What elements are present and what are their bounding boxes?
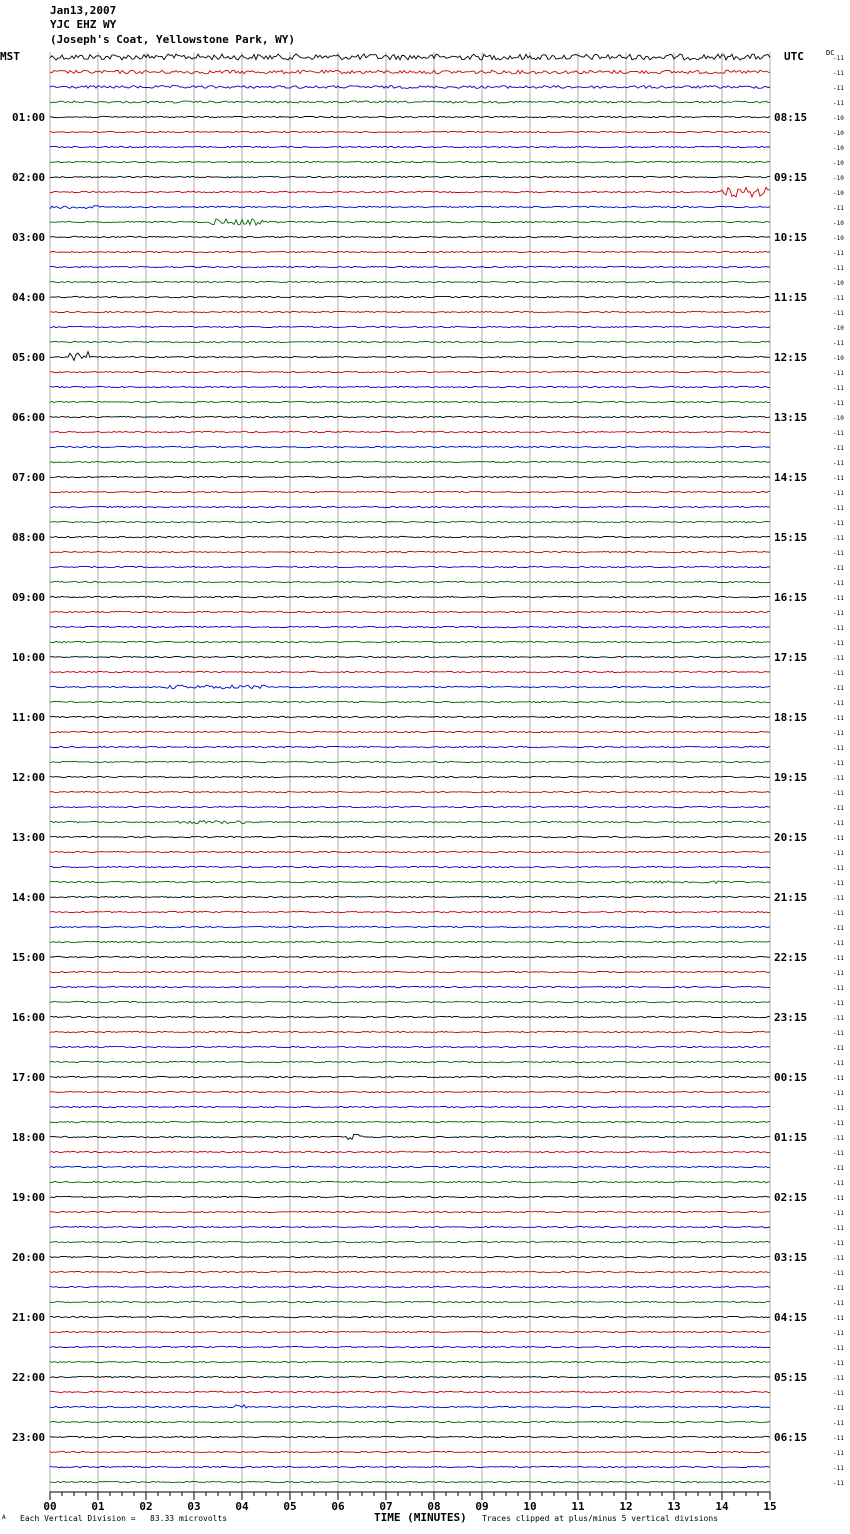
mst-hour-label: 19:00 bbox=[12, 1191, 46, 1204]
seismic-trace bbox=[50, 521, 770, 522]
seismic-trace bbox=[50, 971, 770, 972]
row-offset-label: -11 bbox=[833, 265, 844, 272]
utc-hour-label: 20:15 bbox=[774, 831, 808, 844]
mst-hour-label: 03:00 bbox=[12, 231, 46, 244]
mst-hour-label: 04:00 bbox=[12, 291, 46, 304]
row-offset-label: -11 bbox=[833, 445, 844, 452]
row-offset-label: -11 bbox=[833, 1330, 844, 1337]
x-tick-label: 09 bbox=[475, 1500, 489, 1513]
row-offset-label: -11 bbox=[833, 370, 844, 377]
row-offset-label: -11 bbox=[833, 1060, 844, 1067]
seismic-trace bbox=[50, 611, 770, 612]
row-offset-label: -11 bbox=[833, 940, 844, 947]
row-offset-label: -11 bbox=[833, 925, 844, 932]
seismic-trace bbox=[50, 311, 770, 312]
seismic-trace bbox=[50, 731, 770, 732]
seismic-trace bbox=[50, 54, 770, 60]
seismic-trace bbox=[50, 281, 770, 282]
right-axis-title: UTC bbox=[784, 50, 804, 63]
x-tick-label: 08 bbox=[427, 1500, 441, 1513]
utc-hour-label: 01:15 bbox=[774, 1131, 808, 1144]
row-offset-label: -11 bbox=[833, 805, 844, 812]
row-offset-label: -11 bbox=[833, 580, 844, 587]
seismic-trace bbox=[50, 1301, 770, 1302]
mst-hour-label: 10:00 bbox=[12, 651, 46, 664]
row-offset-label: -11 bbox=[833, 505, 844, 512]
mst-hour-label: 14:00 bbox=[12, 891, 46, 904]
seismic-trace bbox=[50, 911, 770, 912]
seismic-trace bbox=[50, 446, 770, 447]
row-offset-label: -11 bbox=[833, 880, 844, 887]
mst-hour-label: 18:00 bbox=[12, 1131, 46, 1144]
row-offset-label: -11 bbox=[833, 760, 844, 767]
seismic-trace bbox=[50, 1316, 770, 1317]
mst-hour-label: 15:00 bbox=[12, 951, 46, 964]
seismic-trace bbox=[50, 806, 770, 807]
seismic-trace bbox=[50, 161, 770, 162]
seismic-trace bbox=[50, 1405, 770, 1408]
row-offset-label: -11 bbox=[833, 1045, 844, 1052]
seismic-trace bbox=[50, 1151, 770, 1152]
seismic-trace bbox=[50, 1061, 770, 1062]
row-offset-label: -10 bbox=[833, 175, 844, 182]
row-offset-label: -11 bbox=[833, 1000, 844, 1007]
record-date: Jan13,2007 bbox=[50, 4, 117, 17]
row-offset-label: -11 bbox=[833, 1240, 844, 1247]
utc-hour-label: 21:15 bbox=[774, 891, 808, 904]
seismic-trace bbox=[50, 566, 770, 567]
row-offset-label: -11 bbox=[833, 1075, 844, 1082]
row-offset-label: -11 bbox=[833, 850, 844, 857]
seismic-trace bbox=[50, 1001, 770, 1002]
x-tick-label: 12 bbox=[619, 1500, 633, 1513]
row-offset-label: -11 bbox=[833, 730, 844, 737]
utc-hour-label: 17:15 bbox=[774, 651, 808, 664]
row-offset-label: -11 bbox=[833, 895, 844, 902]
row-offset-label: -11 bbox=[833, 100, 844, 107]
seismic-trace bbox=[50, 491, 770, 492]
seismic-trace bbox=[50, 131, 770, 132]
seismic-trace bbox=[50, 401, 770, 402]
seismic-trace bbox=[50, 1256, 770, 1257]
row-offset-label: -11 bbox=[833, 1360, 844, 1367]
row-offset-label: -11 bbox=[833, 970, 844, 977]
utc-hour-label: 00:15 bbox=[774, 1071, 808, 1084]
x-tick-label: 07 bbox=[379, 1500, 393, 1513]
seismic-trace bbox=[50, 866, 770, 867]
row-offset-label: -11 bbox=[833, 400, 844, 407]
row-offset-label: -11 bbox=[833, 865, 844, 872]
row-offset-label: -11 bbox=[833, 1120, 844, 1127]
x-tick-label: 04 bbox=[235, 1500, 249, 1513]
row-offset-label: -10 bbox=[833, 280, 844, 287]
row-offset-label: -11 bbox=[833, 1030, 844, 1037]
seismic-trace bbox=[50, 86, 770, 89]
seismic-trace bbox=[50, 70, 770, 74]
seismic-trace bbox=[50, 1271, 770, 1272]
seismic-trace bbox=[50, 986, 770, 987]
mst-hour-label: 16:00 bbox=[12, 1011, 46, 1024]
row-offset-label: -11 bbox=[833, 1315, 844, 1322]
row-offset-label: -11 bbox=[833, 1015, 844, 1022]
seismic-trace bbox=[50, 101, 770, 103]
row-offset-label: -10 bbox=[833, 115, 844, 122]
station-code: YJC EHZ WY bbox=[50, 18, 117, 31]
utc-hour-label: 06:15 bbox=[774, 1431, 808, 1444]
seismic-trace bbox=[50, 1466, 770, 1467]
row-offset-label: -11 bbox=[833, 475, 844, 482]
row-offset-label: -11 bbox=[833, 1300, 844, 1307]
seismic-trace bbox=[50, 641, 770, 642]
row-offset-label: -11 bbox=[833, 1405, 844, 1412]
mst-hour-label: 07:00 bbox=[12, 471, 46, 484]
utc-hour-label: 09:15 bbox=[774, 171, 808, 184]
row-offset-label: -11 bbox=[833, 1105, 844, 1112]
seismic-trace bbox=[50, 1076, 770, 1077]
mst-hour-label: 13:00 bbox=[12, 831, 46, 844]
utc-hour-label: 22:15 bbox=[774, 951, 808, 964]
row-offset-label: -11 bbox=[833, 1465, 844, 1472]
seismic-trace bbox=[50, 206, 770, 209]
row-offset-label: -11 bbox=[833, 655, 844, 662]
seismic-trace bbox=[50, 761, 770, 762]
row-offset-label: -10 bbox=[833, 415, 844, 422]
seismic-trace bbox=[50, 596, 770, 597]
mst-hour-label: 08:00 bbox=[12, 531, 46, 544]
row-offset-label: -11 bbox=[833, 790, 844, 797]
row-offset-label: -11 bbox=[833, 820, 844, 827]
row-offset-label: -11 bbox=[833, 1435, 844, 1442]
row-offset-label: -11 bbox=[833, 955, 844, 962]
row-offset-label: -11 bbox=[833, 550, 844, 557]
row-offset-label: -10 bbox=[833, 190, 844, 197]
seismic-trace bbox=[50, 851, 770, 852]
row-offset-label: -11 bbox=[833, 205, 844, 212]
row-offset-label: -11 bbox=[833, 610, 844, 617]
station-location: (Joseph's Coat, Yellowstone Park, WY) bbox=[50, 33, 296, 46]
row-offset-label: -11 bbox=[833, 685, 844, 692]
row-offset-label: -11 bbox=[833, 70, 844, 77]
row-offset-label: -11 bbox=[833, 310, 844, 317]
seismic-trace bbox=[50, 836, 770, 837]
row-offset-label: -11 bbox=[833, 1195, 844, 1202]
seismic-trace bbox=[50, 701, 770, 702]
seismic-trace bbox=[50, 791, 770, 792]
row-offset-label: -10 bbox=[833, 160, 844, 167]
row-offset-label: -11 bbox=[833, 85, 844, 92]
x-tick-label: 03 bbox=[187, 1500, 201, 1513]
seismic-trace bbox=[50, 1451, 770, 1452]
row-offset-label: -11 bbox=[833, 1480, 844, 1487]
row-offset-label: -10 bbox=[833, 145, 844, 152]
seismic-trace bbox=[50, 1331, 770, 1332]
row-offset-label: -11 bbox=[833, 595, 844, 602]
seismic-trace bbox=[50, 1481, 770, 1482]
row-offset-label: -11 bbox=[833, 535, 844, 542]
seismic-trace bbox=[50, 416, 770, 417]
seismic-trace bbox=[50, 1421, 770, 1422]
seismic-trace bbox=[50, 1226, 770, 1227]
seismic-trace bbox=[50, 1286, 770, 1287]
clip-note: Traces clipped at plus/minus 5 vertical divisions bbox=[482, 1514, 719, 1523]
mst-hour-label: 11:00 bbox=[12, 711, 46, 724]
utc-hour-label: 10:15 bbox=[774, 231, 808, 244]
seismic-trace bbox=[50, 176, 770, 177]
mst-hour-label: 22:00 bbox=[12, 1371, 46, 1384]
row-offset-label: -11 bbox=[833, 1180, 844, 1187]
x-tick-label: 13 bbox=[667, 1500, 681, 1513]
scale-note: Each Vertical Division = 83.33 microvolts bbox=[20, 1514, 228, 1523]
dc-label: DC bbox=[826, 49, 835, 57]
seismic-trace bbox=[50, 326, 770, 327]
row-offset-label: -11 bbox=[833, 1225, 844, 1232]
row-offset-label: -11 bbox=[833, 55, 844, 62]
mst-hour-label: 17:00 bbox=[12, 1071, 46, 1084]
utc-hour-label: 16:15 bbox=[774, 591, 808, 604]
seismic-trace bbox=[50, 551, 770, 552]
seismic-trace bbox=[50, 461, 770, 462]
seismic-trace bbox=[50, 671, 770, 672]
seismic-trace bbox=[50, 251, 770, 252]
seismic-trace bbox=[50, 1106, 770, 1107]
row-offset-label: -11 bbox=[833, 1210, 844, 1217]
seismic-trace bbox=[50, 236, 770, 237]
row-offset-label: -11 bbox=[833, 1150, 844, 1157]
row-offset-label: -11 bbox=[833, 1270, 844, 1277]
row-offset-label: -11 bbox=[833, 340, 844, 347]
seismic-trace bbox=[50, 341, 770, 342]
seismic-trace bbox=[50, 187, 770, 197]
row-offset-label: -10 bbox=[833, 130, 844, 137]
row-offset-label: -11 bbox=[833, 430, 844, 437]
left-axis-title: MST bbox=[0, 50, 20, 63]
row-offset-label: -11 bbox=[833, 1165, 844, 1172]
row-offset-label: -11 bbox=[833, 700, 844, 707]
mst-hour-label: 12:00 bbox=[12, 771, 46, 784]
row-offset-label: -11 bbox=[833, 520, 844, 527]
mst-hour-label: 21:00 bbox=[12, 1311, 46, 1324]
x-tick-label: 05 bbox=[283, 1500, 297, 1513]
utc-hour-label: 15:15 bbox=[774, 531, 808, 544]
x-tick-label: 11 bbox=[571, 1500, 585, 1513]
row-offset-label: -11 bbox=[833, 1090, 844, 1097]
seismic-trace bbox=[50, 685, 770, 689]
utc-hour-label: 19:15 bbox=[774, 771, 808, 784]
seismic-trace bbox=[50, 1166, 770, 1167]
mst-hour-label: 09:00 bbox=[12, 591, 46, 604]
row-offset-label: -10 bbox=[833, 220, 844, 227]
row-offset-label: -10 bbox=[833, 325, 844, 332]
row-offset-label: -10 bbox=[833, 235, 844, 242]
mst-hour-label: 05:00 bbox=[12, 351, 46, 364]
seismic-trace bbox=[50, 746, 770, 747]
row-offset-label: -11 bbox=[833, 1390, 844, 1397]
x-tick-label: 06 bbox=[331, 1500, 345, 1513]
seismic-trace bbox=[50, 146, 770, 147]
seismic-trace bbox=[50, 1031, 770, 1032]
utc-hour-label: 14:15 bbox=[774, 471, 808, 484]
utc-hour-label: 13:15 bbox=[774, 411, 808, 424]
row-offset-label: -11 bbox=[833, 1345, 844, 1352]
seismic-trace bbox=[50, 506, 770, 507]
utc-hour-label: 08:15 bbox=[774, 111, 808, 124]
row-offset-label: -11 bbox=[833, 1375, 844, 1382]
x-tick-label: 14 bbox=[715, 1500, 729, 1513]
x-tick-label: 00 bbox=[43, 1500, 57, 1513]
seismic-trace bbox=[50, 371, 770, 372]
row-offset-label: -11 bbox=[833, 1420, 844, 1427]
row-offset-label: -11 bbox=[833, 985, 844, 992]
x-axis-label: TIME (MINUTES) bbox=[374, 1511, 467, 1524]
seismic-trace bbox=[50, 926, 770, 927]
utc-hour-label: 11:15 bbox=[774, 291, 808, 304]
seismic-trace bbox=[50, 386, 770, 387]
seismic-trace bbox=[50, 1046, 770, 1047]
x-tick-label: 01 bbox=[91, 1500, 105, 1513]
row-offset-label: -11 bbox=[833, 1450, 844, 1457]
seismic-trace bbox=[50, 820, 770, 823]
seismic-trace bbox=[50, 536, 770, 537]
utc-hour-label: 03:15 bbox=[774, 1251, 808, 1264]
row-offset-label: -11 bbox=[833, 1285, 844, 1292]
seismic-trace bbox=[50, 716, 770, 717]
seismic-trace bbox=[50, 1196, 770, 1197]
row-offset-label: -11 bbox=[833, 490, 844, 497]
seismic-trace bbox=[50, 1241, 770, 1242]
seismic-trace bbox=[50, 431, 770, 432]
seismic-trace bbox=[50, 656, 770, 657]
row-offset-label: -11 bbox=[833, 910, 844, 917]
corner-mark: A bbox=[2, 1514, 6, 1521]
seismic-trace bbox=[50, 1211, 770, 1212]
seismic-trace bbox=[50, 1436, 770, 1437]
seismic-trace bbox=[50, 941, 770, 942]
seismic-trace bbox=[50, 776, 770, 777]
seismic-trace bbox=[50, 896, 770, 897]
seismic-trace bbox=[50, 1134, 770, 1139]
row-offset-label: -11 bbox=[833, 670, 844, 677]
row-offset-label: -10 bbox=[833, 355, 844, 362]
row-offset-label: -11 bbox=[833, 250, 844, 257]
mst-hour-label: 02:00 bbox=[12, 171, 46, 184]
mst-hour-label: 23:00 bbox=[12, 1431, 46, 1444]
seismic-trace bbox=[50, 626, 770, 627]
mst-hour-label: 01:00 bbox=[12, 111, 46, 124]
row-offset-label: -11 bbox=[833, 625, 844, 632]
x-tick-label: 15 bbox=[763, 1500, 777, 1513]
row-offset-label: -11 bbox=[833, 1135, 844, 1142]
row-offset-label: -11 bbox=[833, 715, 844, 722]
row-offset-label: -11 bbox=[833, 460, 844, 467]
seismic-trace bbox=[50, 116, 770, 117]
seismic-trace bbox=[50, 219, 770, 225]
seismic-trace bbox=[50, 1016, 770, 1017]
row-offset-label: -11 bbox=[833, 565, 844, 572]
seismic-trace bbox=[50, 1361, 770, 1362]
seismic-trace bbox=[50, 476, 770, 477]
row-offset-label: -11 bbox=[833, 835, 844, 842]
utc-hour-label: 23:15 bbox=[774, 1011, 808, 1024]
utc-hour-label: 05:15 bbox=[774, 1371, 808, 1384]
utc-hour-label: 18:15 bbox=[774, 711, 808, 724]
utc-hour-label: 04:15 bbox=[774, 1311, 808, 1324]
row-offset-label: -11 bbox=[833, 640, 844, 647]
utc-hour-label: 02:15 bbox=[774, 1191, 808, 1204]
seismic-trace bbox=[50, 581, 770, 582]
seismic-trace bbox=[50, 1346, 770, 1347]
utc-hour-label: 12:15 bbox=[774, 351, 808, 364]
seismic-trace bbox=[50, 956, 770, 957]
mst-hour-label: 06:00 bbox=[12, 411, 46, 424]
row-offset-label: -11 bbox=[833, 775, 844, 782]
seismic-trace bbox=[50, 352, 770, 361]
seismic-trace bbox=[50, 1391, 770, 1392]
seismic-trace bbox=[50, 1121, 770, 1122]
mst-hour-label: 20:00 bbox=[12, 1251, 46, 1264]
x-tick-label: 10 bbox=[523, 1500, 537, 1513]
row-offset-label: -11 bbox=[833, 295, 844, 302]
seismic-trace bbox=[50, 296, 770, 297]
seismic-trace bbox=[50, 881, 770, 884]
seismic-trace bbox=[50, 1091, 770, 1092]
row-offset-label: -11 bbox=[833, 385, 844, 392]
row-offset-label: -11 bbox=[833, 1255, 844, 1262]
seismic-trace bbox=[50, 1181, 770, 1182]
seismic-trace bbox=[50, 1376, 770, 1377]
seismic-trace bbox=[50, 266, 770, 267]
row-offset-label: -11 bbox=[833, 745, 844, 752]
x-tick-label: 02 bbox=[139, 1500, 153, 1513]
